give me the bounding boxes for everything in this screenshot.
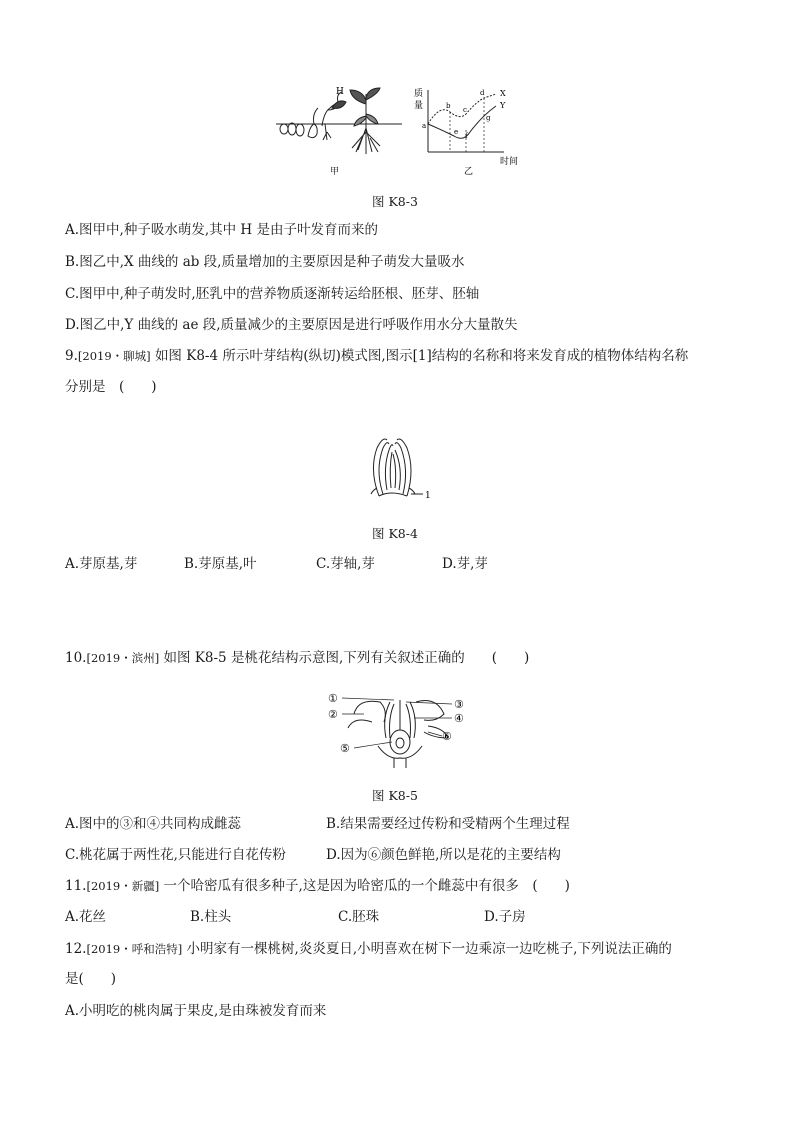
q10-option-c: C.桃花属于两性花,只能进行自花传粉 <box>65 847 286 863</box>
figure-k8-5-peach-flower <box>324 688 474 768</box>
q9-option-b: B.芽原基,叶 <box>184 556 257 572</box>
seedling-illustration <box>350 88 380 154</box>
point-g: g <box>486 114 491 122</box>
question-source: [2019・滨州] <box>86 651 160 665</box>
q8-option-c: C.图甲中,种子萌发时,胚乳中的营养物质逐渐转运给胚根、胚芽、胚轴 <box>65 286 480 302</box>
y-axis-label-top: 质 <box>414 89 424 99</box>
question-number: 11. <box>65 878 87 894</box>
question-number: 10. <box>65 650 87 666</box>
point-e: e <box>454 128 459 136</box>
question-source: [2019・聊城] <box>77 349 151 363</box>
q8-option-a: A.图甲中,种子吸水萌发,其中 H 是由子叶发育而来的 <box>65 222 378 238</box>
curve-x-label: X <box>500 89 506 98</box>
q8-option-d: D.图乙中,Y 曲线的 ae 段,质量减少的主要原因是进行呼吸作用水分大量散失 <box>65 317 518 333</box>
q10-option-b: B.结果需要经过传粉和受精两个生理过程 <box>326 816 570 832</box>
question-number: 9. <box>65 348 78 364</box>
y-axis-label-bottom: 量 <box>414 101 424 111</box>
q9-stem <box>65 347 688 365</box>
q9-option-c: C.芽轴,芽 <box>316 556 375 572</box>
q12-option-a: A.小明吃的桃肉属于果皮,是由珠被发育而来 <box>65 1003 327 1019</box>
figure-caption-k8-3: 图 K8-3 <box>372 194 418 209</box>
part-label-4: ④ <box>454 712 464 725</box>
seed-stages-illustration <box>280 92 346 140</box>
panel-label-jia: 甲 <box>330 167 340 177</box>
part-label-1: 1 <box>425 491 431 501</box>
q9-option-a: A.芽原基,芽 <box>65 556 138 572</box>
question-text: 小明家有一棵桃树,炎炎夏日,小明喜欢在树下一边乘凉一边吃桃子,下列说法正确的 <box>186 941 672 957</box>
q12-stem-continued: 是( ) <box>65 971 117 987</box>
figure-caption-k8-5: 图 K8-5 <box>372 788 418 803</box>
mass-time-graph <box>414 87 518 177</box>
point-b: b <box>446 102 451 110</box>
point-a: a <box>422 122 427 130</box>
x-axis-label: 时间 <box>500 157 519 167</box>
curve-y <box>428 106 496 138</box>
q10-option-d: D.因为⑥颜色鲜艳,所以是花的主要结构 <box>326 847 561 863</box>
point-f: f <box>465 132 468 140</box>
part-label-6: ⑥ <box>442 730 452 743</box>
question-text: 一个哈密瓜有很多种子,这是因为哈密瓜的一个雌蕊中有很多 ( ) <box>163 878 570 894</box>
q9-option-d: D.芽,芽 <box>442 556 488 572</box>
question-number: 12. <box>65 941 87 957</box>
q11-option-a: A.花丝 <box>65 909 107 925</box>
q8-option-b: B.图乙中,X 曲线的 ab 段,质量增加的主要原因是种子萌发大量吸水 <box>65 254 465 270</box>
question-text: 如图 K8-4 所示叶芽结构(纵切)模式图,图示[1]结构的名称和将来发育成的植物体结构名称 <box>154 348 689 364</box>
point-c: c <box>463 106 467 114</box>
q11-option-c: C.胚珠 <box>338 909 380 925</box>
label-h: H <box>336 87 344 97</box>
q10-option-a: A.图中的③和④共同构成雌蕊 <box>65 816 242 832</box>
question-source: [2019・呼和浩特] <box>86 942 183 956</box>
question-text: 如图 K8-5 是桃花结构示意图,下列有关叙述正确的 ( ) <box>163 650 530 666</box>
question-source: [2019・新疆] <box>86 879 160 893</box>
q11-option-b: B.柱头 <box>190 909 232 925</box>
q10-stem <box>65 649 529 667</box>
figure-caption-k8-4: 图 K8-4 <box>372 526 418 541</box>
part-label-5: ⑤ <box>340 742 350 755</box>
point-d: d <box>480 89 485 97</box>
panel-label-yi: 乙 <box>464 167 474 177</box>
part-label-1: ① <box>328 692 338 705</box>
q11-option-d: D.子房 <box>484 909 526 925</box>
part-label-2: ② <box>328 708 338 721</box>
q12-stem <box>65 940 672 958</box>
part-label-3: ③ <box>454 698 464 711</box>
figure-k8-4-leaf-bud <box>355 432 439 512</box>
q11-stem <box>65 877 570 895</box>
figure-k8-3 <box>270 84 530 180</box>
curve-y-label: Y <box>500 101 506 110</box>
q9-stem-continued: 分别是 ( ) <box>65 379 157 395</box>
